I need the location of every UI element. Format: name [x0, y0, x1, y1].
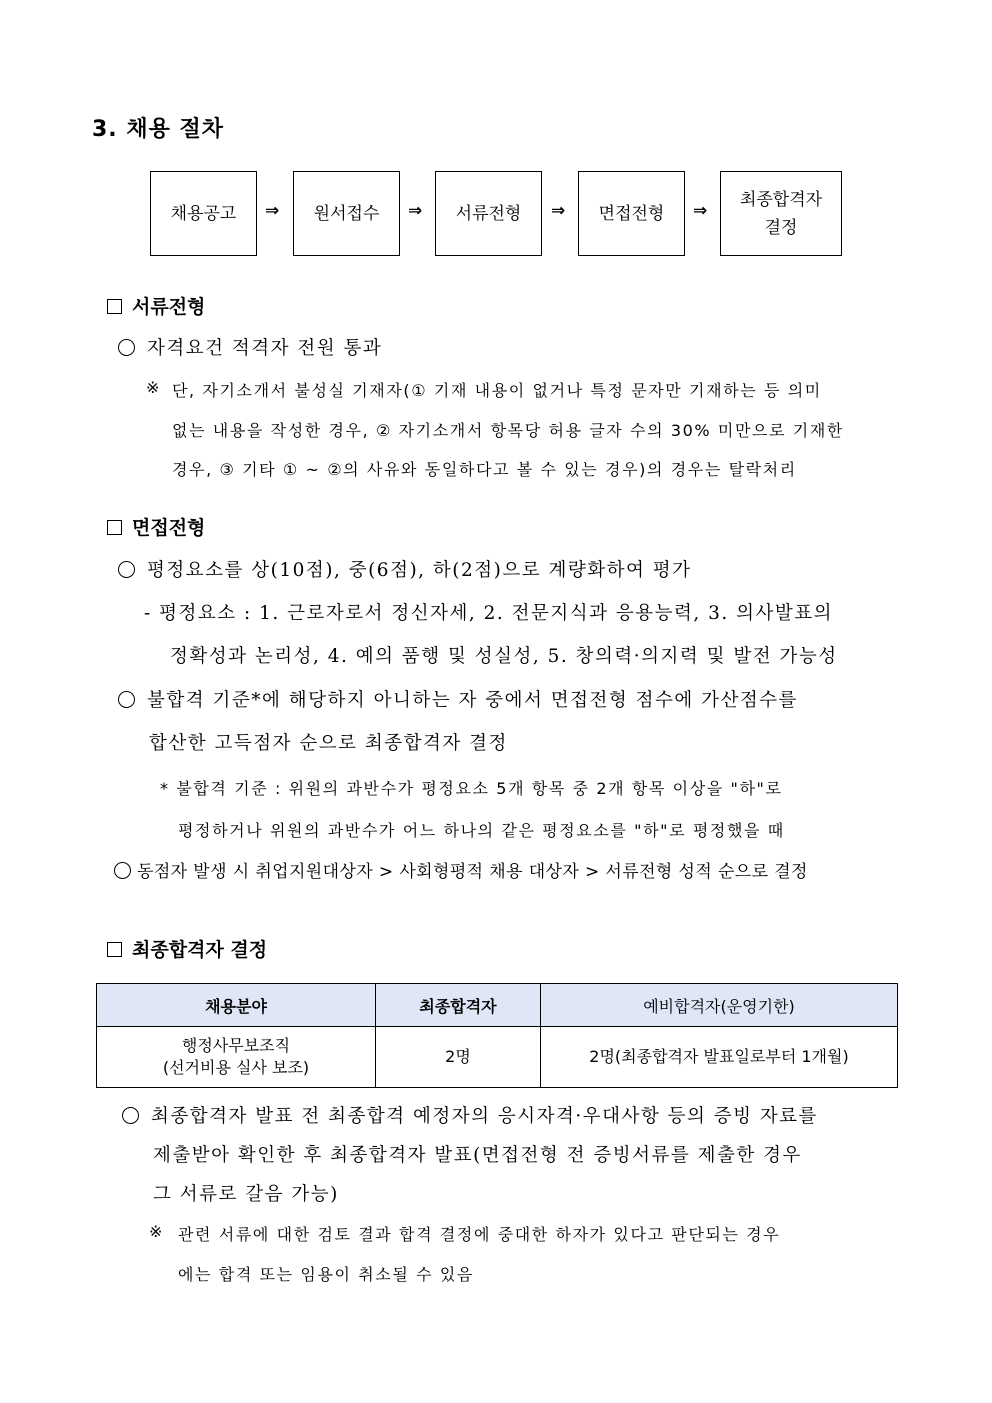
flow-step-document-screening [435, 171, 542, 256]
final-decision-note-line: 관련 서류에 대한 검토 결과 합격 결정에 중대한 하자가 있다고 판단되는 경우 [178, 1225, 781, 1244]
cell-field [97, 1027, 376, 1088]
flow-step-final-decision [720, 171, 842, 256]
interview-bullet-tiebreak [114, 857, 808, 882]
heading-text: 최종합격자 결정 [132, 939, 268, 961]
document-screening-heading [107, 292, 205, 319]
cell-field-line: 행정사무보조직 [181, 1036, 291, 1055]
interview-heading [107, 513, 205, 540]
table-row [97, 1027, 898, 1088]
final-decision-note-line: 에는 합격 또는 임용이 취소될 수 있음 [178, 1265, 474, 1284]
document-screening-note-line: 없는 내용을 작성한 경우, ② 자기소개서 항목당 허용 글자 수의 30% 미만으로 기재한 [172, 421, 844, 440]
heading-text: 면접전형 [132, 517, 206, 539]
cell-final: 2명 [376, 1027, 541, 1088]
final-decision-bullet [122, 1102, 818, 1128]
cell-field-line: (선거비용 실사 보조) [162, 1058, 310, 1077]
arrow-icon: ⇒ [408, 201, 423, 221]
circle-bullet-icon [118, 561, 135, 578]
table-header-row [97, 984, 898, 1027]
flow-step-label: 원서접수 [313, 203, 380, 224]
circle-bullet-icon [114, 862, 131, 879]
circle-bullet-icon [118, 691, 135, 708]
bullet-text: 최종합격자 발표 전 최종합격 예정자의 응시자격·우대사항 등의 증빙 자료를 [151, 1106, 818, 1127]
column-header-final: 최종합격자 [376, 984, 541, 1027]
final-decision-bullet-cont: 제출받아 확인한 후 최종합격자 발표(면접전형 전 증빙서류를 제출한 경우 [153, 1145, 802, 1166]
column-header-field: 채용분야 [97, 984, 376, 1027]
square-bullet-icon [107, 520, 122, 535]
interview-footnote-line: 평정하거나 위원의 과반수가 어느 하나의 같은 평정요소를 "하"로 평정했을 때 [178, 821, 785, 840]
heading-text: 서류전형 [132, 296, 206, 318]
document-screening-note-line: 경우, ③ 기타 ① ~ ②의 사유와 동일하다고 볼 수 있는 경우)의 경우는 탈락처리 [172, 460, 797, 479]
square-bullet-icon [107, 299, 122, 314]
cell-reserve: 2명(최종합격자 발표일로부터 1개월) [541, 1027, 898, 1088]
arrow-icon: ⇒ [551, 201, 566, 221]
arrow-icon: ⇒ [693, 201, 708, 221]
interview-bullet-ranking [118, 686, 798, 712]
flow-step-interview [578, 171, 685, 256]
interview-bullet-ranking-cont: 합산한 고득점자 순으로 최종합격자 결정 [149, 733, 508, 754]
column-header-reserve: 예비합격자(운영기한) [541, 984, 898, 1027]
interview-bullet-scoring [118, 556, 691, 582]
flow-step-label: 면접전형 [598, 203, 665, 224]
document-screening-note-line: 단, 자기소개서 불성실 기재자(① 기재 내용이 없거나 특정 문자만 기재하는 등 의미 [172, 381, 822, 400]
flow-step-recruit-notice [150, 171, 257, 256]
bullet-text: 동점자 발생 시 취업지원대상자 > 사회형평적 채용 대상자 > 서류전형 성적 순으로 결정 [137, 862, 808, 882]
circle-bullet-icon [118, 339, 135, 356]
interview-criteria-line: - 평정요소 : 1. 근로자로서 정신자세, 2. 전문지식과 응용능력, 3. 의사발표의 [144, 603, 834, 624]
bullet-text: 불합격 기준*에 해당하지 아니하는 자 중에서 면접전형 점수에 가산점수를 [147, 690, 798, 711]
document-screening-note-mark: ※ [146, 378, 162, 397]
flow-step-label: 최종합격자 [739, 189, 823, 210]
flow-step-application [293, 171, 400, 256]
document-screening-bullet [118, 334, 382, 360]
flow-step-label: 채용공고 [170, 203, 237, 224]
flow-step-label: 서류전형 [455, 203, 522, 224]
final-decision-table [96, 983, 898, 1088]
flow-step-label: 결정 [764, 217, 798, 238]
circle-bullet-icon [122, 1107, 139, 1124]
interview-criteria-line: 정확성과 논리성, 4. 예의 품행 및 성실성, 5. 창의력·의지력 및 발전 가능성 [170, 646, 838, 667]
final-decision-heading [107, 935, 267, 962]
interview-footnote-line: * 불합격 기준 : 위원의 과반수가 평정요소 5개 항목 중 2개 항목 이상을 "하"로 [160, 779, 783, 798]
bullet-text: 평정요소를 상(10점), 중(6점), 하(2점)으로 계량화하여 평가 [147, 560, 692, 581]
bullet-text: 자격요건 적격자 전원 통과 [147, 338, 383, 359]
arrow-icon: ⇒ [265, 201, 280, 221]
final-decision-bullet-cont: 그 서류로 갈음 가능) [153, 1184, 339, 1205]
section-title: 3. 채용 절차 [92, 117, 224, 142]
final-decision-note-mark: ※ [149, 1222, 165, 1241]
square-bullet-icon [107, 942, 122, 957]
